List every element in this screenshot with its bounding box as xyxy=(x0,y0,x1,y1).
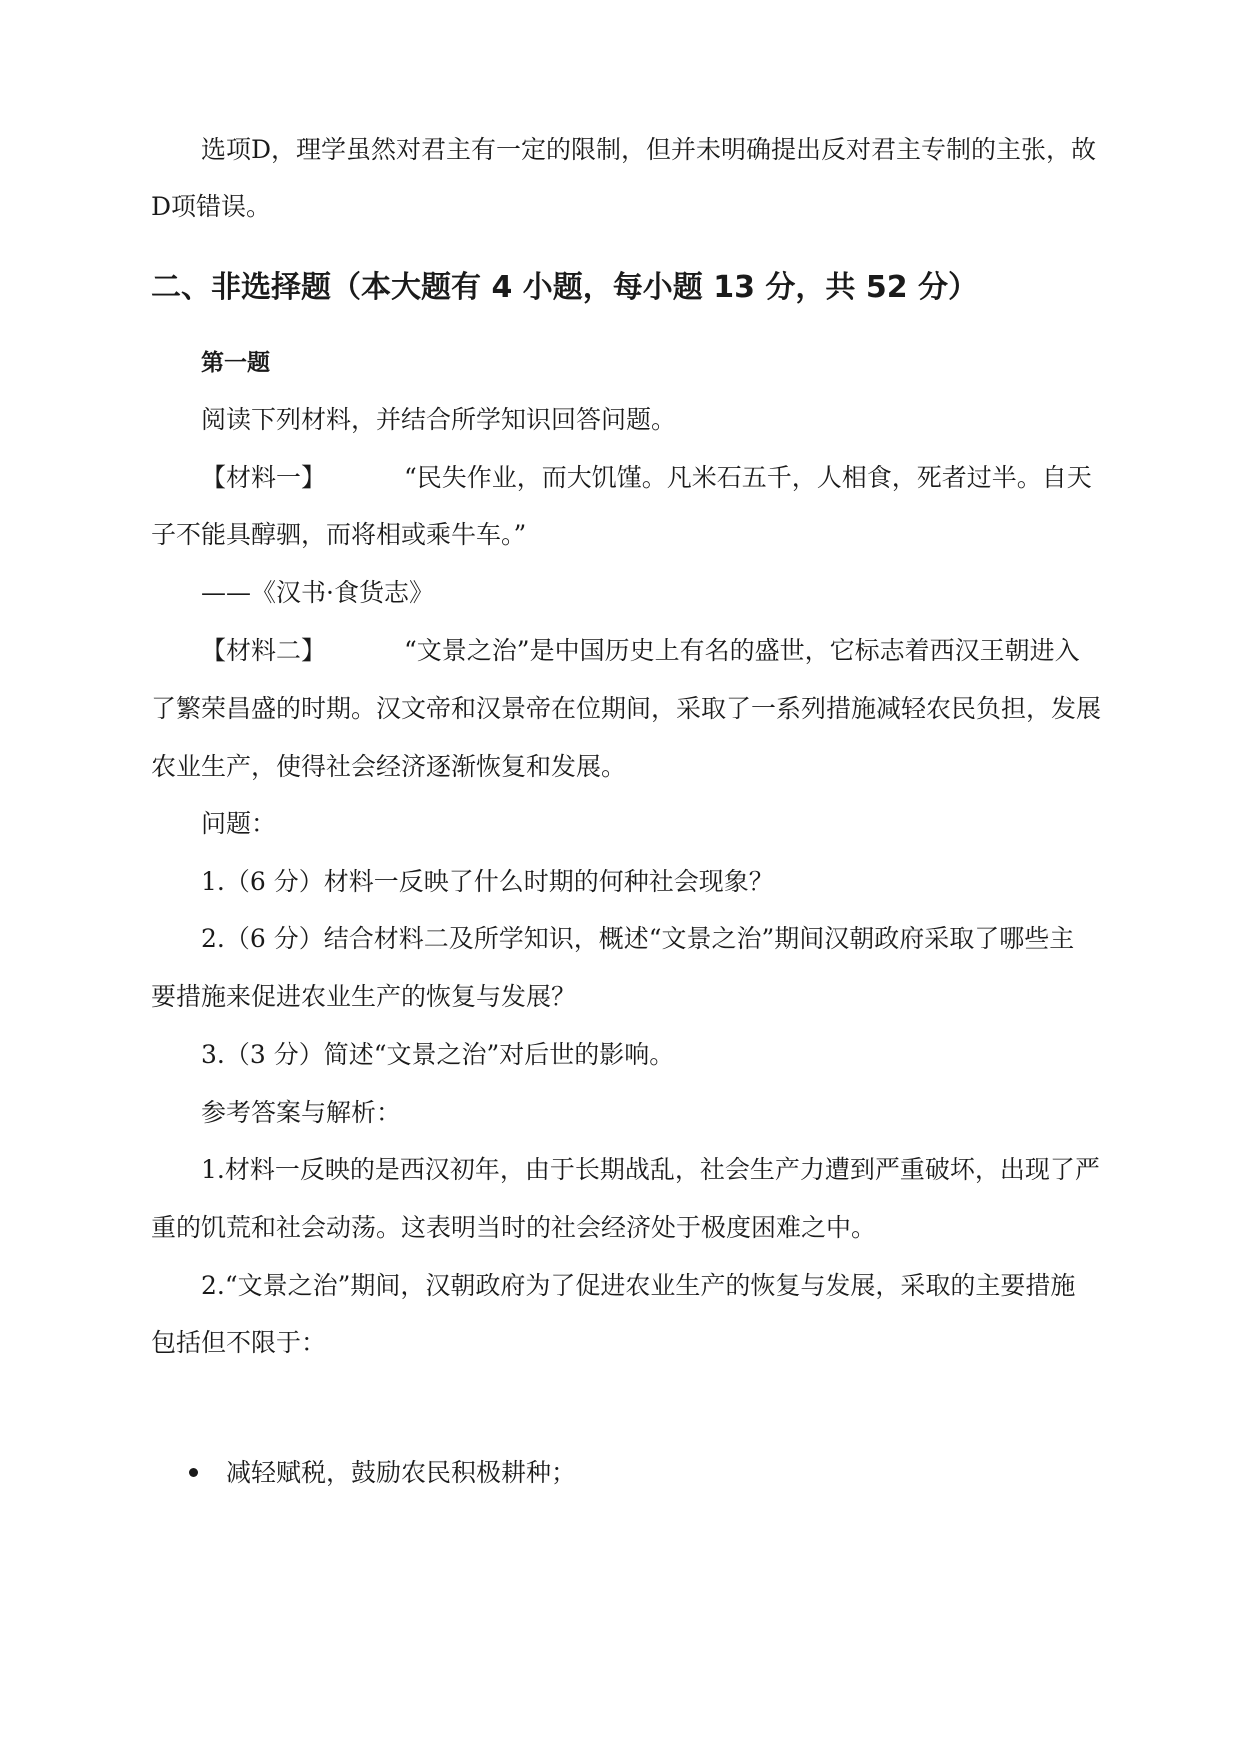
answer-2-line-1: 2.“文景之治”期间，汉朝政府为了促进农业生产的恢复与发展，采取的主要措施 xyxy=(201,1271,1076,1300)
bullet-item: 减轻赋税，鼓励农民积极耕种； xyxy=(226,1458,577,1487)
answer-1-line-2: 重的饥荒和社会动荡。这表明当时的社会经济处于极度困难之中。 xyxy=(151,1213,877,1242)
answer-1-line-1: 1.材料一反映的是西汉初年，由于长期战乱，社会生产力遭到严重破坏，出现了严 xyxy=(201,1155,1100,1184)
option-d-line-1-text: 选项D，理学虽然对君主有一定的限制，但并未明确提出反对君主专制的主张，故 xyxy=(201,135,1097,164)
material-1-source: ——《汉书·食货志》 xyxy=(201,578,434,607)
question-2-line-1: 2.（6 分）结合材料二及所学知识，概述“文景之治”期间汉朝政府采取了哪些主 xyxy=(201,924,1075,953)
material-2-line-1 xyxy=(201,634,1091,668)
material-2-line-3: 农业生产，使得社会经济逐渐恢复和发展。 xyxy=(151,752,627,781)
material-1-line-1 xyxy=(201,461,1091,495)
question-2-line-2: 要措施来促进农业生产的恢复与发展？ xyxy=(151,982,577,1011)
option-d-line-2: D项错误。 xyxy=(151,192,272,221)
answer-2-line-2: 包括但不限于： xyxy=(151,1328,327,1357)
section-2-heading: 二、非选择题（本大题有 4 小题，每小题 13 分，共 52 分） xyxy=(151,270,979,305)
bullet-icon xyxy=(189,1468,198,1477)
questions-label: 问题： xyxy=(201,809,277,838)
material-1-label: 【材料一】 xyxy=(201,463,327,492)
instruction-text: 阅读下列材料，并结合所学知识回答问题。 xyxy=(201,405,677,434)
question-3: 3.（3 分）简述“文景之治”对后世的影响。 xyxy=(201,1040,675,1069)
material-2-label: 【材料二】 xyxy=(201,636,327,665)
question-1-title: 第一题 xyxy=(201,350,270,376)
material-1-line-2: 子不能具醇驷，而将相或乘牛车。” xyxy=(151,520,527,549)
material-2-line-2: 了繁荣昌盛的时期。汉文帝和汉景帝在位期间，采取了一系列措施减轻农民负担，发展 xyxy=(151,694,1102,723)
material-1-quote-start: “民失作业，而大饥馑。凡米石五千，人相食，死者过半。自天 xyxy=(404,463,1092,492)
option-d-line-1 xyxy=(201,133,1097,167)
answer-label: 参考答案与解析： xyxy=(201,1098,402,1127)
material-2-text-start: “文景之治”是中国历史上有名的盛世，它标志着西汉王朝进入 xyxy=(404,636,1080,665)
question-1: 1.（6 分）材料一反映了什么时期的何种社会现象？ xyxy=(201,867,774,896)
